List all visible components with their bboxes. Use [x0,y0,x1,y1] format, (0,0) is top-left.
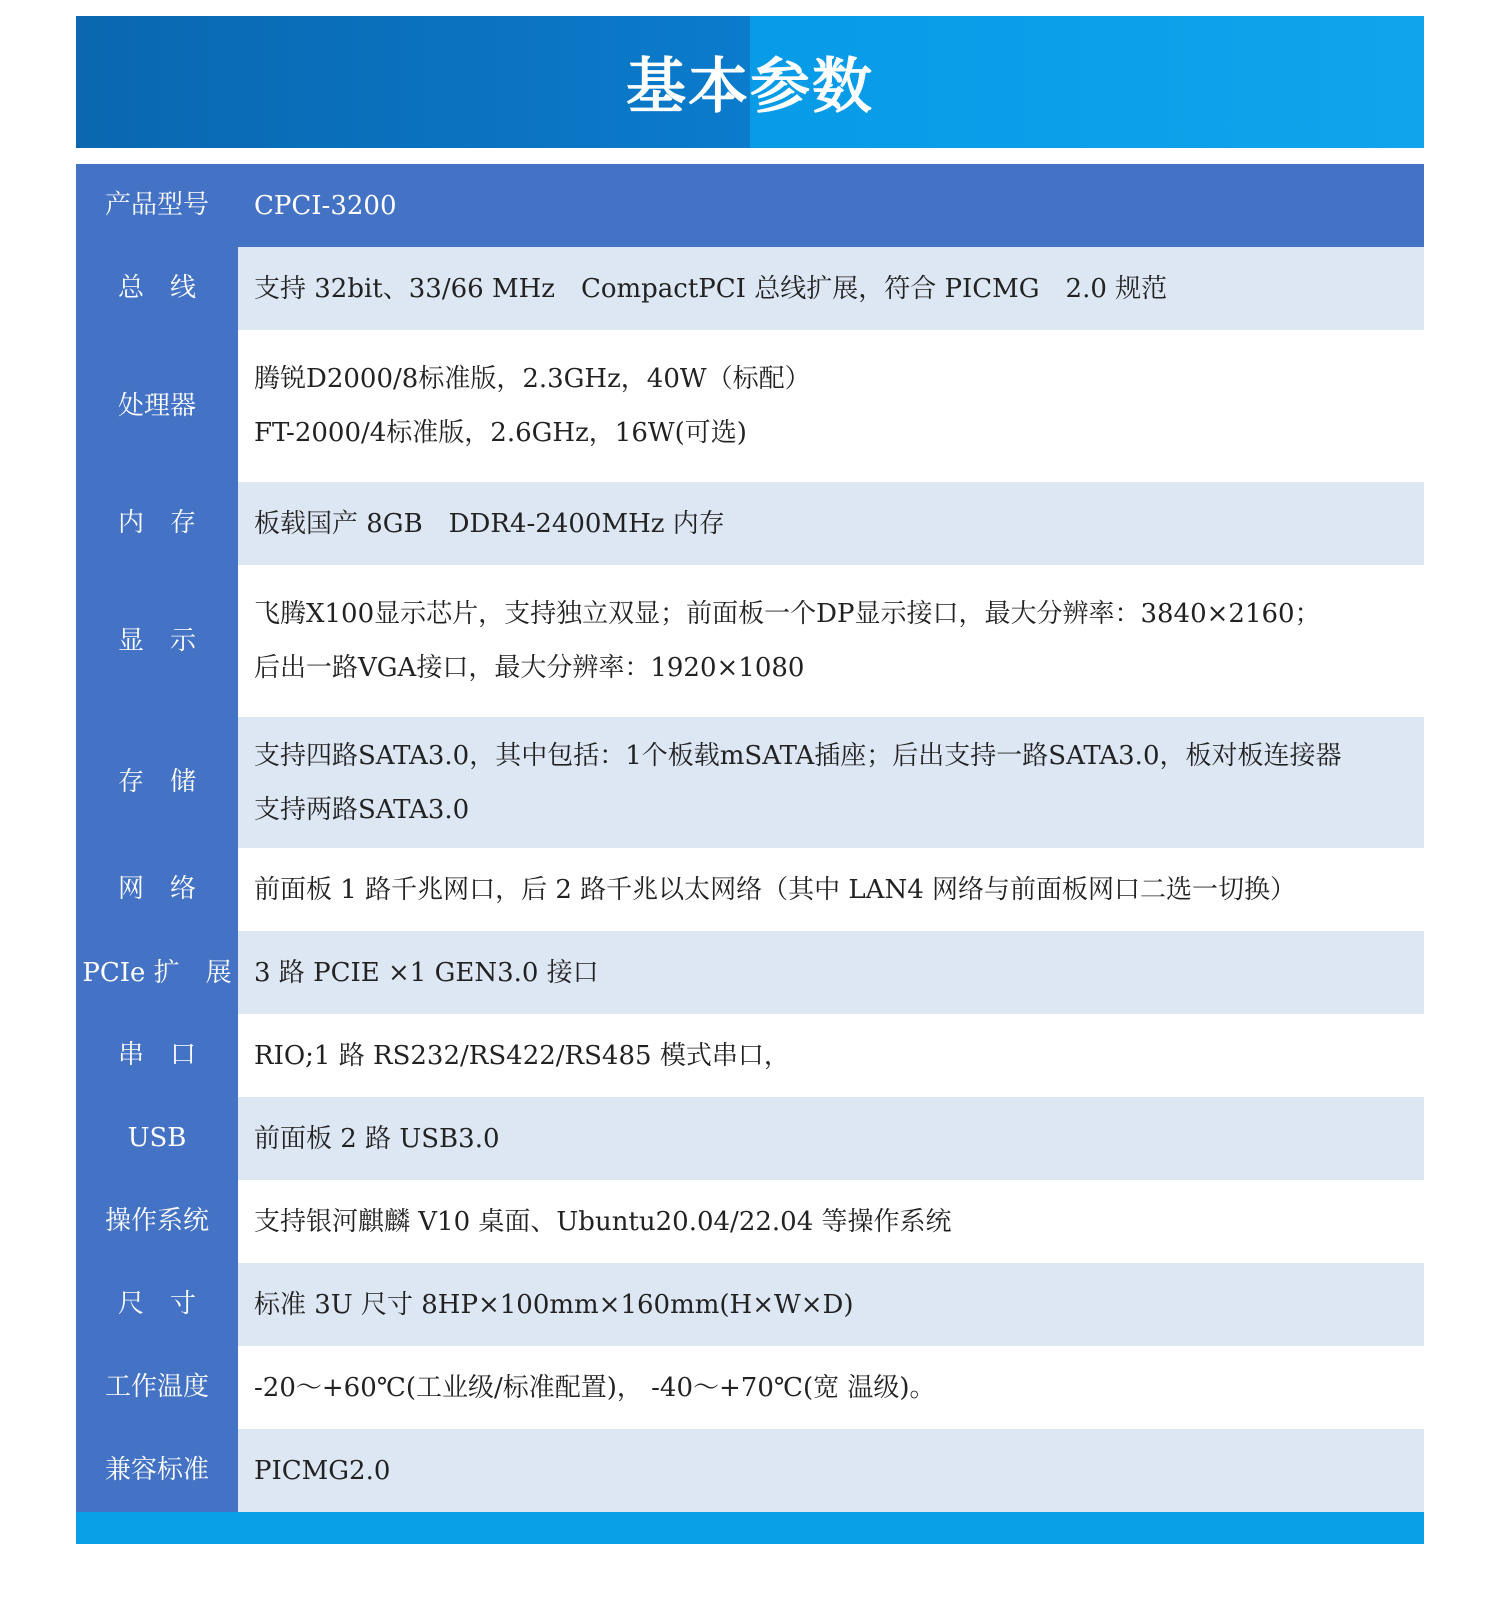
spec-page [76,16,1424,1544]
spec-row-temperature [76,1346,1424,1429]
spec-row-serial [76,1014,1424,1097]
spec-value-display [238,565,1424,717]
spec-row-size [76,1263,1424,1346]
spec-table [76,164,1424,1512]
footer-bar [76,1512,1424,1544]
spec-label-usb: USB [76,1097,238,1180]
spec-label-memory: 内 存 [76,482,238,565]
spec-row-pcie [76,931,1424,1014]
spec-label-temperature: 工作温度 [76,1346,238,1429]
spec-value-bus: 支持 32bit、33/66 MHz CompactPCI 总线扩展，符合 PICMG 2.0 规范 [238,247,1424,330]
spec-row-network [76,848,1424,931]
spec-label-serial: 串 口 [76,1014,238,1097]
spec-value-model: CPCI-3200 [238,164,1424,247]
spec-value-display-line2: 后出一路VGA接口，最大分辨率：1920×1080 [254,653,805,683]
spec-value-cpu [238,330,1424,482]
spec-value-memory: 板载国产 8GB DDR4-2400MHz 内存 [238,482,1424,565]
spec-row-display [76,565,1424,717]
spec-row-os [76,1180,1424,1263]
spec-label-compat: 兼容标准 [76,1429,238,1512]
spec-label-pcie-line1: PCIe [82,957,146,988]
spec-value-os: 支持银河麒麟 V10 桌面、Ubuntu20.04/22.04 等操作系统 [238,1180,1424,1263]
spec-value-usb: 前面板 2 路 USB3.0 [238,1097,1424,1180]
spec-label-pcie-line2: 扩 展 [153,957,232,988]
spec-row-storage [76,717,1424,848]
spec-value-storage-line2: 支持两路SATA3.0 [254,794,470,825]
spec-value-cpu-line1: 腾锐D2000/8标准版，2.3GHz，40W（标配） [254,364,811,394]
spec-label-network: 网 络 [76,848,238,931]
spec-value-serial: RIO;1 路 RS232/RS422/RS485 模式串口， [238,1014,1424,1097]
spec-label-model: 产品型号 [76,164,238,247]
spec-label-display: 显 示 [76,565,238,717]
spec-row-bus [76,247,1424,330]
spec-value-size: 标准 3U 尺寸 8HP×100mm×160mm(H×W×D) [238,1263,1424,1346]
spec-row-memory [76,482,1424,565]
spec-value-storage [238,717,1424,848]
spec-value-cpu-line2: FT-2000/4标准版，2.6GHz，16W(可选) [254,418,747,448]
spec-label-cpu: 处理器 [76,330,238,482]
spec-row-compat [76,1429,1424,1512]
spec-label-os: 操作系统 [76,1180,238,1263]
spec-row-model [76,164,1424,247]
spec-row-usb [76,1097,1424,1180]
spec-label-size: 尺 寸 [76,1263,238,1346]
spec-value-temperature: -20～+60℃(工业级/标准配置)， -40～+70℃(宽 温级)。 [238,1346,1424,1429]
spec-value-storage-line1: 支持四路SATA3.0，其中包括：1个板载mSATA插座；后出支持一路SATA3.0，板对板连接器 [254,740,1342,771]
spec-value-pcie: 3 路 PCIE ×1 GEN3.0 接口 [238,931,1424,1014]
spec-label-pcie [76,931,238,1014]
spec-value-network: 前面板 1 路千兆网口，后 2 路千兆以太网络（其中 LAN4 网络与前面板网口二选一切换） [238,848,1424,931]
page-title: 基本参数 [626,52,874,122]
spec-value-display-line1: 飞腾X100显示芯片，支持独立双显；前面板一个DP显示接口，最大分辨率：3840×2160； [254,599,1321,629]
spec-row-cpu [76,330,1424,482]
spec-label-storage: 存 储 [76,717,238,848]
spec-label-bus: 总 线 [76,247,238,330]
title-banner [76,16,1424,148]
spec-value-compat: PICMG2.0 [238,1429,1424,1512]
